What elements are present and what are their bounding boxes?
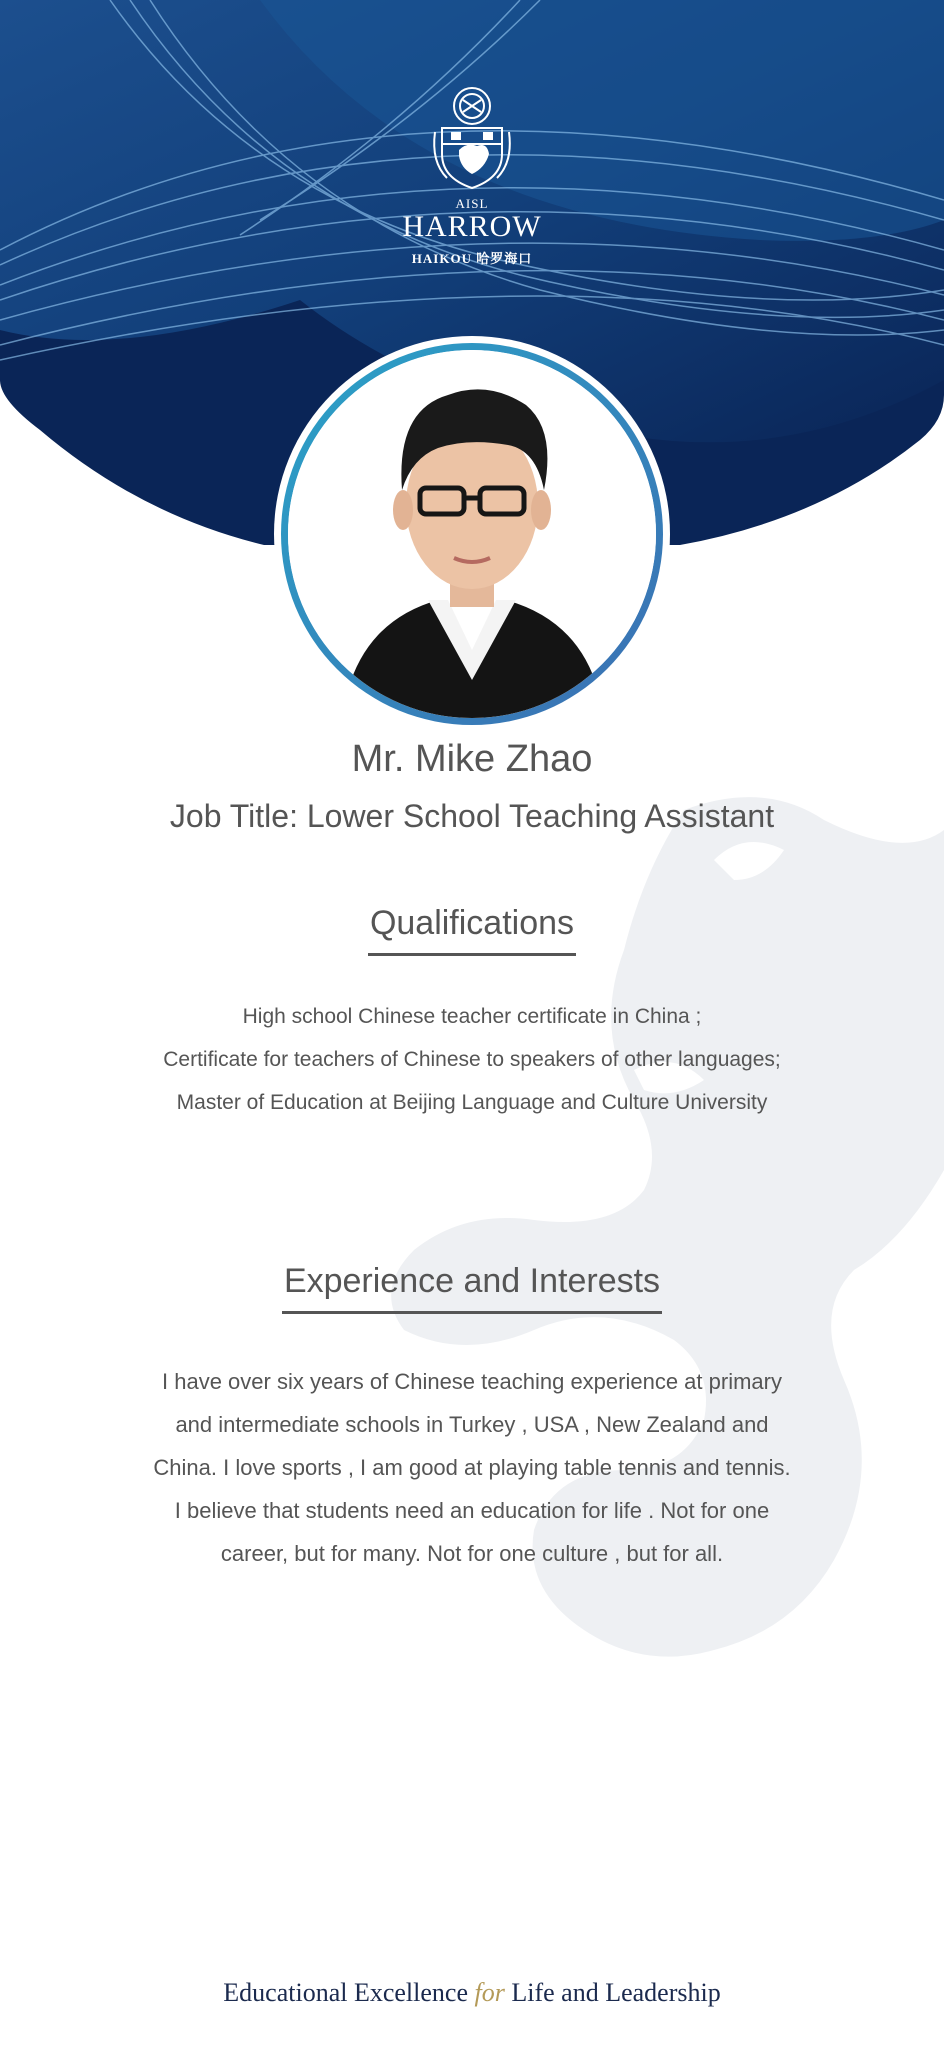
experience-heading bbox=[0, 1262, 944, 1314]
experience-line: I believe that students need an education for life . Not for one bbox=[174, 1498, 770, 1523]
qualification-item: High school Chinese teacher certificate in China ; bbox=[242, 1005, 702, 1028]
job-title: Job Title: Lower School Teaching Assistant bbox=[169, 798, 775, 834]
footer-tagline-part3: Life and Leadership bbox=[511, 1978, 721, 2007]
experience-line: career, but for many. Not for one culture , but for all. bbox=[220, 1541, 724, 1566]
teacher-name: Mr. Mike Zhao bbox=[351, 738, 593, 780]
profile-photo-frame bbox=[274, 336, 670, 732]
qualification-item: Master of Education at Beijing Language and Culture University bbox=[176, 1091, 768, 1114]
qualifications-heading bbox=[0, 904, 944, 956]
qualifications-list bbox=[60, 995, 884, 1124]
footer-tagline-for: for bbox=[474, 1978, 505, 2007]
experience-line: China. I love sports , I am good at playing table tennis and tennis. bbox=[153, 1455, 791, 1480]
experience-paragraph bbox=[130, 1360, 814, 1575]
experience-title: Experience and Interests bbox=[282, 1262, 662, 1314]
qualifications-title: Qualifications bbox=[368, 904, 576, 956]
school-crest-icon bbox=[427, 82, 517, 192]
logo-harrow-text: HARROW bbox=[402, 210, 542, 243]
footer-tagline-part1: Educational Excellence bbox=[223, 1978, 468, 2007]
teacher-portrait-photo bbox=[288, 350, 656, 718]
school-logo bbox=[382, 82, 562, 267]
footer-tagline bbox=[0, 1978, 944, 2008]
logo-city-text: HAIKOU 哈罗海口 bbox=[411, 251, 533, 266]
logo-aisl-text: AISL bbox=[455, 196, 489, 211]
qualification-item: Certificate for teachers of Chinese to speakers of other languages; bbox=[163, 1048, 781, 1071]
experience-line: I have over six years of Chinese teaching experience at primary bbox=[162, 1369, 782, 1394]
experience-line: and intermediate schools in Turkey , USA , New Zealand and bbox=[175, 1412, 769, 1437]
